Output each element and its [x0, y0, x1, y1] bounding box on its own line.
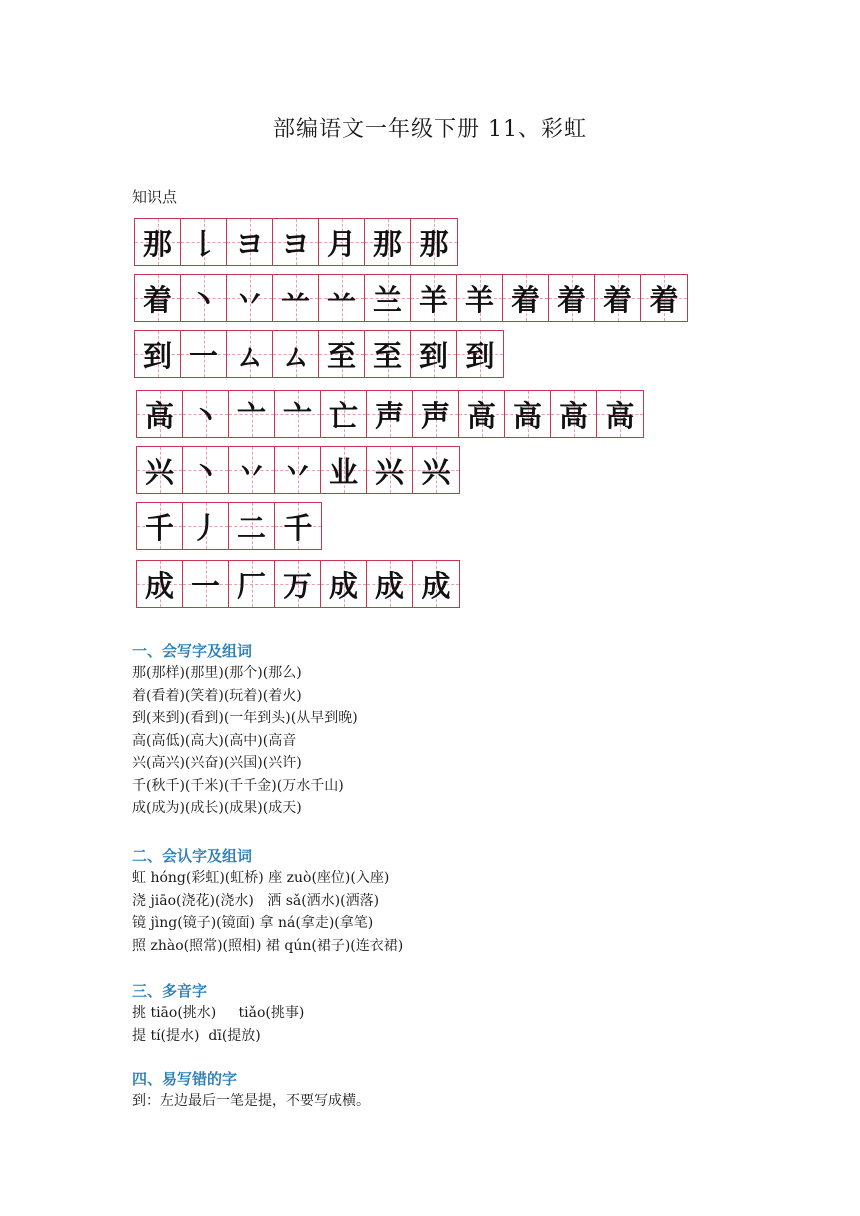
section-line: 着(看着)(笑着)(玩着)(着火): [132, 687, 302, 704]
stroke-glyph: 高: [605, 398, 635, 433]
stroke-glyph: 一: [188, 338, 218, 373]
stroke-step-cell: [183, 447, 229, 493]
stroke-glyph: 丷: [236, 454, 266, 489]
stroke-glyph: 丷: [234, 282, 264, 317]
stroke-step-cell: [181, 219, 227, 265]
stroke-glyph: 高: [466, 398, 496, 433]
stroke-step-cell: [273, 275, 319, 321]
section-line: 浇 jiāo(浇花)(浇水) 洒 sǎ(洒水)(洒落): [132, 892, 380, 909]
stroke-glyph: 千: [144, 510, 174, 545]
section-line: 挑 tiāo(挑水) tiǎo(挑事): [132, 1005, 305, 1021]
stroke-glyph: 着: [602, 282, 632, 317]
stroke-char-cell: [135, 275, 181, 321]
stroke-step-cell: [227, 219, 273, 265]
stroke-row-2: [134, 274, 688, 322]
stroke-glyph: 羊: [418, 282, 448, 317]
stroke-glyph: ㄙ: [234, 338, 264, 373]
stroke-step-cell: [181, 275, 227, 321]
stroke-glyph: ㄙ: [280, 338, 310, 373]
stroke-glyph: 厂: [236, 568, 266, 603]
stroke-step-cell: [641, 275, 687, 321]
stroke-glyph: 兴: [144, 454, 174, 489]
stroke-glyph: 高: [512, 398, 542, 433]
section-heading: 一、会写字及组词: [132, 642, 253, 660]
stroke-step-cell: [227, 275, 273, 321]
stroke-step-cell: [413, 561, 459, 607]
stroke-glyph: 着: [142, 282, 172, 317]
stroke-glyph: 亠: [282, 398, 312, 433]
stroke-row-5: [136, 446, 460, 494]
stroke-glyph: 着: [556, 282, 586, 317]
stroke-glyph: 成: [144, 568, 174, 603]
section-line: 兴(高兴)(兴奋)(兴国)(兴许): [132, 755, 302, 771]
stroke-step-cell: [275, 447, 321, 493]
section-line: 到：左边最后一笔是提，不要写成横。: [132, 1093, 370, 1109]
knowledge-label: 知识点: [132, 188, 178, 206]
stroke-step-cell: [229, 447, 275, 493]
stroke-step-cell: [275, 561, 321, 607]
stroke-glyph: 高: [558, 398, 588, 433]
stroke-glyph: 到: [142, 338, 172, 373]
section-line: 照 zhào(照常)(照相) 裙 qún(裙子)(连衣裙): [132, 937, 404, 954]
stroke-step-cell: [183, 503, 229, 549]
stroke-step-cell: [365, 219, 411, 265]
section-line: 提 tí(提水) dī(提放): [132, 1027, 261, 1044]
section-line: 高(高低)(高大)(高中)(高音: [132, 732, 297, 749]
stroke-step-cell: [321, 561, 367, 607]
stroke-glyph: 䒑: [280, 282, 310, 317]
stroke-step-cell: [321, 391, 367, 437]
stroke-step-cell: [457, 275, 503, 321]
stroke-step-cell: [227, 331, 273, 377]
stroke-step-cell: [503, 275, 549, 321]
stroke-char-cell: [135, 331, 181, 377]
stroke-glyph: 业: [328, 454, 358, 489]
stroke-glyph: 𠄌: [188, 226, 218, 261]
stroke-step-cell: [365, 275, 411, 321]
stroke-step-cell: [411, 331, 457, 377]
stroke-glyph: 高: [144, 398, 174, 433]
section-line: 那(那样)(那里)(那个)(那么): [132, 665, 302, 681]
stroke-glyph: 兴: [421, 454, 451, 489]
stroke-glyph: 到: [465, 338, 495, 373]
stroke-glyph: 那: [419, 226, 449, 261]
stroke-glyph: 亠: [236, 398, 266, 433]
stroke-step-cell: [273, 219, 319, 265]
stroke-char-cell: [137, 391, 183, 437]
section-line: 镜 jìng(镜子)(镜面) 拿 ná(拿走)(拿笔): [132, 915, 374, 931]
stroke-glyph: 声: [374, 398, 404, 433]
stroke-glyph: 成: [374, 568, 404, 603]
stroke-glyph: 着: [510, 282, 540, 317]
section-line: 到(来到)(看到)(一年到头)(从早到晚): [132, 710, 358, 726]
stroke-glyph: 羊: [464, 282, 494, 317]
stroke-glyph: 䒑: [326, 282, 356, 317]
stroke-glyph: 兰: [372, 282, 402, 317]
stroke-char-cell: [137, 503, 183, 549]
stroke-glyph: ヨ: [280, 226, 310, 261]
stroke-glyph: 丶: [188, 282, 218, 317]
stroke-step-cell: [229, 391, 275, 437]
stroke-row-7: [136, 560, 460, 608]
stroke-glyph: 一: [190, 568, 220, 603]
stroke-glyph: 成: [421, 568, 451, 603]
stroke-glyph: 千: [283, 510, 313, 545]
stroke-char-cell: [137, 447, 183, 493]
stroke-glyph: 亡: [328, 398, 358, 433]
stroke-step-cell: [183, 391, 229, 437]
stroke-row-4: [136, 390, 644, 438]
stroke-glyph: 丶: [190, 454, 220, 489]
stroke-step-cell: [459, 391, 505, 437]
stroke-step-cell: [229, 561, 275, 607]
stroke-step-cell: [597, 391, 643, 437]
page-title: 部编语文一年级下册 11、彩虹: [273, 117, 587, 142]
stroke-step-cell: [413, 391, 459, 437]
stroke-glyph: 那: [142, 226, 172, 261]
stroke-step-cell: [275, 391, 321, 437]
stroke-step-cell: [319, 331, 365, 377]
stroke-glyph: 兴: [374, 454, 404, 489]
stroke-glyph: ヨ: [234, 226, 264, 261]
stroke-step-cell: [595, 275, 641, 321]
stroke-glyph: 二: [236, 510, 266, 545]
stroke-step-cell: [411, 275, 457, 321]
stroke-step-cell: [319, 275, 365, 321]
stroke-step-cell: [367, 561, 413, 607]
stroke-glyph: 至: [372, 338, 402, 373]
stroke-row-1: [134, 218, 458, 266]
stroke-step-cell: [549, 275, 595, 321]
stroke-glyph: 那: [372, 226, 402, 261]
section-line: 虹 hóng(彩虹)(虹桥) 座 zuò(座位)(入座): [132, 870, 390, 886]
section-heading: 四、易写错的字: [132, 1070, 238, 1088]
stroke-char-cell: [137, 561, 183, 607]
stroke-step-cell: [551, 391, 597, 437]
stroke-step-cell: [321, 447, 367, 493]
stroke-row-3: [134, 330, 504, 378]
stroke-step-cell: [273, 331, 319, 377]
section-line: 千(秋千)(千米)(千千金)(万水千山): [132, 777, 344, 794]
stroke-step-cell: [367, 447, 413, 493]
stroke-step-cell: [229, 503, 275, 549]
stroke-step-cell: [411, 219, 457, 265]
stroke-glyph: 至: [326, 338, 356, 373]
stroke-step-cell: [183, 561, 229, 607]
stroke-glyph: 万: [282, 568, 312, 603]
stroke-row-6: [136, 502, 322, 550]
stroke-char-cell: [135, 219, 181, 265]
stroke-glyph: 月: [326, 226, 356, 261]
section-line: 成(成为)(成长)(成果)(成天): [132, 800, 302, 816]
stroke-step-cell: [275, 503, 321, 549]
stroke-step-cell: [457, 331, 503, 377]
stroke-step-cell: [365, 331, 411, 377]
stroke-step-cell: [413, 447, 459, 493]
stroke-step-cell: [181, 331, 227, 377]
stroke-step-cell: [367, 391, 413, 437]
section-heading: 二、会认字及组词: [132, 847, 253, 865]
stroke-glyph: 成: [328, 568, 358, 603]
stroke-step-cell: [505, 391, 551, 437]
stroke-glyph: 声: [420, 398, 450, 433]
stroke-glyph: 丿: [190, 510, 220, 545]
stroke-glyph: 到: [418, 338, 448, 373]
stroke-step-cell: [319, 219, 365, 265]
stroke-glyph: 丶: [190, 398, 220, 433]
stroke-glyph: 着: [649, 282, 679, 317]
stroke-glyph: 丷: [282, 454, 312, 489]
section-heading: 三、多音字: [132, 982, 208, 1000]
